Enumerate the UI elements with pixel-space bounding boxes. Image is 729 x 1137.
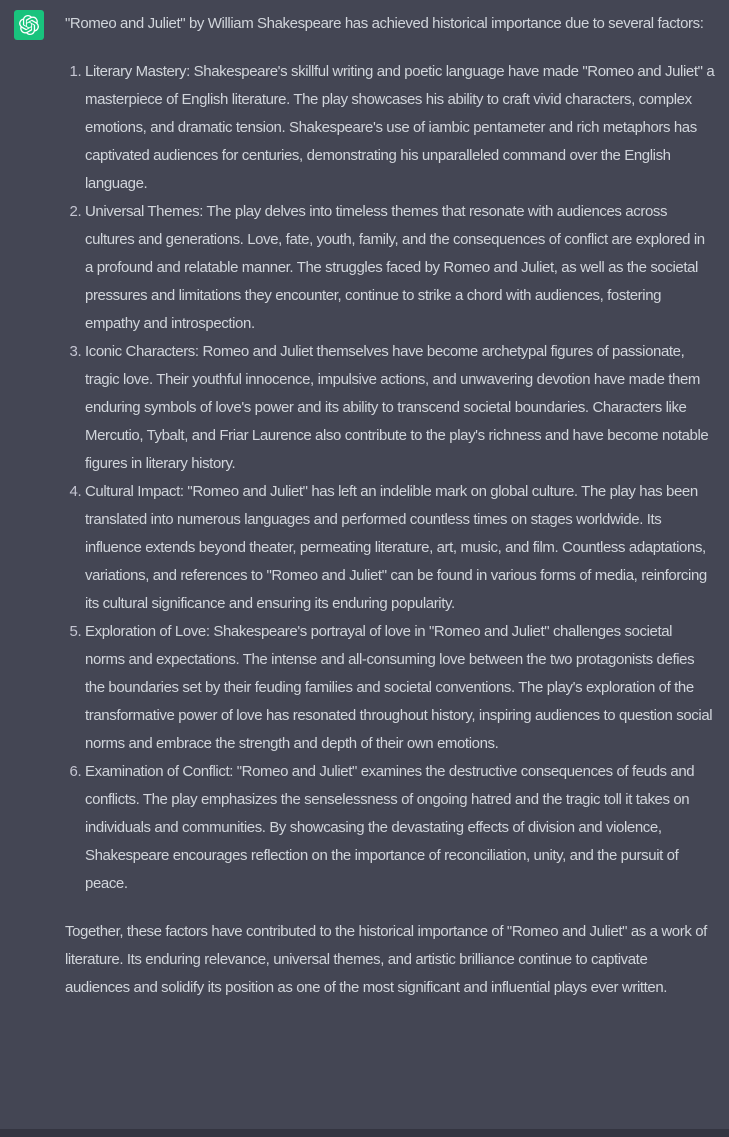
list-item-cultural-impact: 4. Cultural Impact: "Romeo and Juliet" has left an indelible mark on global culture. The play has been translated into numerous languages and performed countless times on stages worldwide. Its influence extends beyond theater, permeating literature, art, music, and film. Countless adaptations, variations, and references to "Romeo and Juliet" can be found in various forms of media, reinforcing its cultural significance and ensuring its enduring popularity. [85, 478, 715, 618]
factors-list [65, 58, 715, 898]
message-closing-paragraph: Together, these factors have contributed to the historical importance of "Romeo and Juliet" as a work of literature. Its enduring relevance, universal themes, and artistic brilliance continue to captivate audiences and solidify its position as one of the most significant and influential plays ever written. [65, 923, 707, 996]
page-background-strip [0, 1129, 729, 1137]
list-item-literary-mastery: 1. Literary Mastery: Shakespeare's skillful writing and poetic language have made "Romeo and Juliet" a masterpiece of English literature. The play showcases his ability to craft vivid characters, complex emotions, and dramatic tension. Shakespeare's use of iambic pentameter and rich metaphors has captivated audiences for centuries, demonstrating his unparalleled command over the English language. [85, 58, 715, 198]
chatgpt-logo-icon [19, 15, 39, 35]
list-item-iconic-characters: 3. Iconic Characters: Romeo and Juliet themselves have become archetypal figures of passionate, tragic love. Their youthful innocence, impulsive actions, and unwavering devotion have made them enduring symbols of love's power and its ability to transcend societal boundaries. Characters like Mercutio, Tybalt, and Friar Laurence also contribute to the play's richness and have become notable figures in literary history. [85, 338, 715, 478]
list-item-exploration-of-love: 5. Exploration of Love: Shakespeare's portrayal of love in "Romeo and Juliet" challenges societal norms and expectations. The intense and all-consuming love between the two protagonists defies the boundaries set by their feuding families and societal conventions. The play's exploration of the transformative power of love has resonated throughout history, inspiring audiences to question social norms and embrace the strength and depth of their own emotions. [85, 618, 715, 758]
list-item-examination-of-conflict: 6. Examination of Conflict: "Romeo and Juliet" examines the destructive consequences of feuds and conflicts. The play emphasizes the senselessness of ongoing hatred and the tragic toll it takes on individuals and communities. By showcasing the devastating effects of division and violence, Shakespeare encourages reflection on the importance of reconciliation, unity, and the pursuit of peace. [85, 758, 715, 898]
message-intro-paragraph: "Romeo and Juliet" by William Shakespeare has achieved historical importance due to several factors: [65, 15, 704, 32]
list-item-universal-themes: 2. Universal Themes: The play delves into timeless themes that resonate with audiences across cultures and generations. Love, fate, youth, family, and the consequences of conflict are explored in a profound and relatable manner. The struggles faced by Romeo and Juliet, as well as the societal pressures and limitations they encounter, continue to strike a chord with audiences, fostering empathy and introspection. [85, 198, 715, 338]
assistant-avatar [14, 10, 44, 40]
message-content [65, 10, 715, 1002]
